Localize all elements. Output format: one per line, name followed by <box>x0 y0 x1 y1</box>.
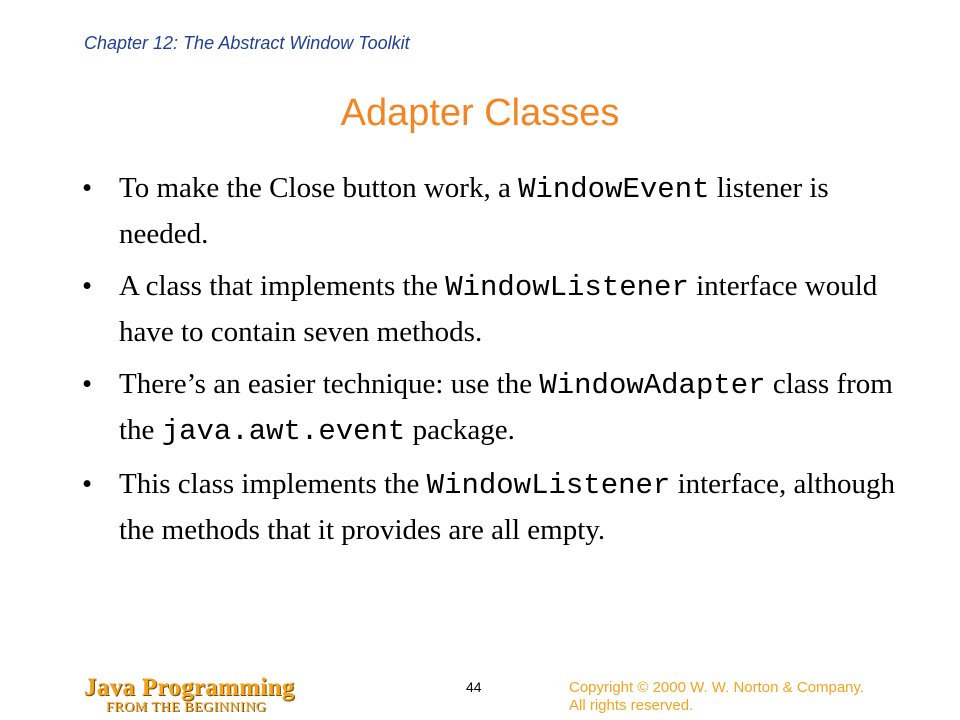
copyright-line: Copyright © 2000 W. W. Norton & Company. <box>569 679 865 696</box>
bullet-text: A class that implements the <box>119 270 446 302</box>
bullet-marker: • <box>82 368 93 400</box>
code-term: WindowListener <box>445 271 689 304</box>
bullet-marker: • <box>82 270 93 302</box>
bullet-text: listener is needed. <box>119 172 829 250</box>
logo-title: Java Programming <box>84 674 295 701</box>
copyright-notice <box>569 679 909 715</box>
bullet-item <box>82 264 912 354</box>
code-term: java.awt.event <box>161 415 406 448</box>
page-number: 44 <box>466 679 482 695</box>
rights-line: All rights reserved. <box>569 697 694 714</box>
bullet-text: class from the <box>119 368 893 446</box>
bullet-item <box>82 362 912 454</box>
bullet-marker: • <box>82 172 93 204</box>
bullet-marker: • <box>82 468 93 500</box>
bullet-text: There’s an easier technique: use the <box>119 368 540 400</box>
bullet-item <box>82 462 912 552</box>
bullet-item <box>82 166 912 256</box>
bullet-text: This class implements the <box>119 468 427 500</box>
bullet-text: package. <box>405 414 515 446</box>
bullet-list <box>82 166 912 560</box>
bullet-text: interface would have to contain seven methods. <box>119 270 878 348</box>
slide-title: Adapter Classes <box>340 92 620 134</box>
bullet-text: interface, although the methods that it provides are all empty. <box>119 468 895 546</box>
code-term: WindowListener <box>426 469 671 502</box>
logo-subtitle: FROM THE BEGINNING <box>106 700 267 715</box>
book-logo <box>84 674 295 716</box>
code-term: WindowEvent <box>518 173 710 206</box>
chapter-heading: Chapter 12: The Abstract Window Toolkit <box>84 33 410 53</box>
code-term: WindowAdapter <box>539 369 766 402</box>
bullet-text: To make the Close button work, a <box>119 172 519 204</box>
